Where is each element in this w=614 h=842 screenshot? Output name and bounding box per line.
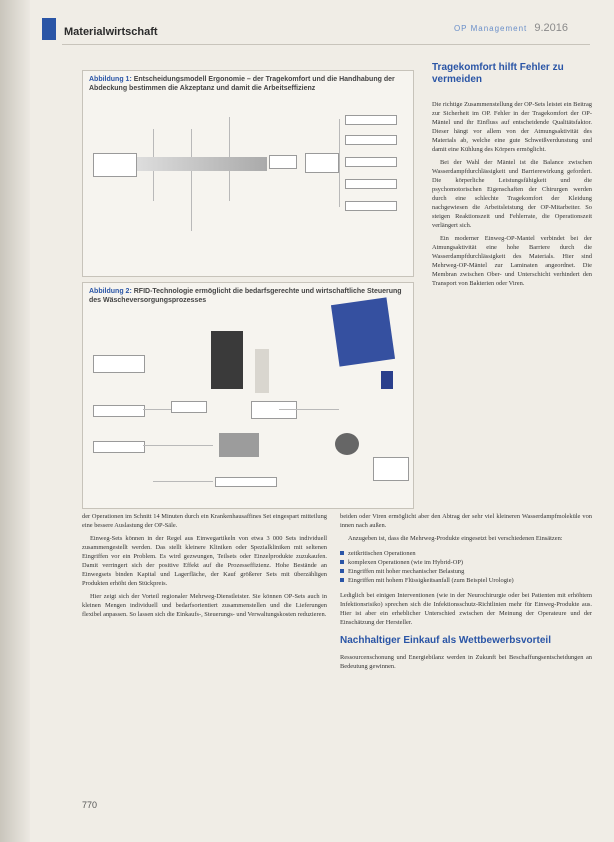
issue-number: 9.2016 bbox=[534, 22, 568, 34]
diagram-line bbox=[153, 129, 154, 157]
process-box bbox=[171, 401, 207, 413]
flow-line bbox=[153, 481, 213, 482]
diagram-line bbox=[229, 171, 230, 201]
diagram-line bbox=[191, 129, 192, 157]
diagram-line bbox=[229, 117, 230, 157]
diagram-box bbox=[345, 179, 397, 189]
section-title: Materialwirtschaft bbox=[64, 26, 158, 38]
bullet-item: zeitkritischen Operationen bbox=[340, 549, 592, 558]
bullet-list bbox=[340, 549, 592, 585]
paragraph: beiden oder Viren ermöglicht aber den Abtrag der sehr viel kleineren Wasserdampfmoleküle von innen nach außen. bbox=[340, 513, 592, 529]
figure-2-text: RFID-Technologie ermöglicht die bedarfsgerechte und wirtschaftliche Steuerung des Wäscheversorgungsprozesses bbox=[89, 288, 402, 304]
diagram-box bbox=[345, 201, 397, 211]
flow-line bbox=[143, 445, 213, 446]
paragraph: Einweg-Sets können in der Regel aus Einwegartikeln von etwa 3 000 Sets individuell zusammengestellt werden. Das stellt kleinere Kliniken oder Spezialkliniken mit seltenen Eingriffen vor ein Problem. Es wird gezwungen, Teilsets oder Einzelprodukte zuzukaufen. Damit verringert sich der positive Effekt auf die Prozesseffizienz. Hohe Bestände an Einwegsets binden Kapital und Lagerfläche, der Kauf größerer Sets mit überzähligen Produkten erhöht den Stückpreis. bbox=[82, 535, 327, 587]
paragraph: Anzugeben ist, dass die Mehrweg-Produkte eingesetzt bei verschiedenen Einsätzen: bbox=[348, 535, 563, 542]
header-rule bbox=[62, 44, 590, 45]
section-heading: Tragekomfort hilft Fehler zu vermeiden bbox=[432, 62, 564, 85]
process-box bbox=[93, 355, 145, 373]
process-box bbox=[251, 401, 297, 419]
figure-1 bbox=[82, 70, 414, 277]
diagram-arrow bbox=[137, 157, 267, 171]
paragraph: Hier zeigt sich der Vorteil regionaler Mehrweg-Dienstleister. Sie können OP-Sets auch in kleinen Mengen individuell und bedarfsorientiert zusammenstellen und die Lieferungen flexibel anpassen. So lassen sich die Einkaufs-, Steuerungs- und Verwaltungskosten reduzieren. bbox=[82, 593, 327, 618]
page-number: 770 bbox=[82, 800, 98, 810]
process-box bbox=[93, 441, 145, 453]
user-image bbox=[335, 433, 359, 455]
section-heading: Nachhaltiger Einkauf als Wettbewerbsvorteil bbox=[340, 635, 551, 646]
figure-2 bbox=[82, 282, 414, 509]
section-marker bbox=[42, 18, 56, 40]
paragraph: Ressourcenschonung und Energiebilanz werden in Zukunft bei Beschaffungsentscheidungen an Bedeutung gewinnen. bbox=[340, 654, 592, 670]
paragraph: der Operationen im Schnitt 14 Minuten durch ein Krankenhausaffines Set eingespart mitteilung eine bessere Auslastung der OP-Säle. bbox=[82, 513, 327, 529]
flow-line bbox=[279, 409, 339, 410]
rfid-cabinet-image bbox=[211, 331, 243, 389]
diagram-line bbox=[153, 171, 154, 201]
diagram-box bbox=[93, 153, 137, 177]
rfid-reader-image bbox=[219, 433, 259, 457]
diagram-box bbox=[345, 135, 397, 145]
right-column-text bbox=[432, 100, 592, 288]
diagram-box bbox=[345, 157, 397, 167]
surgical-gown-image bbox=[331, 297, 395, 366]
diagram-box bbox=[345, 115, 397, 125]
paragraph: Lediglich bei einigen Interventionen (wie in der Neurochirurgie oder bei Patienten mit erhöhtem Infektionsrisiko) sprechen sich die Infektionsschutz-Richtlinien mehr für Einweg-Produkte aus. Hier ist aber ein erheblicher Unterschied zwischen der Meinung der Operateure und der Einschätzung der Hersteller. bbox=[340, 592, 592, 626]
staff-image bbox=[255, 349, 269, 393]
bullet-item: Eingriffen mit hohem Flüssigkeitsanfall (zum Beispiel Urologie) bbox=[340, 576, 592, 585]
paragraph: Die richtige Zusammenstellung der OP-Sets leistet ein Beitrag zur Sicherheit im OP. Fehler in der Tragekomfort der OP-Mäntel und ihr Einfluss auf entscheidende Qualitätsfaktor. Dieser hängt vor allem von der Atmungsaktivität des Materials ab, welche eine gute Schweißverdunstung und damit eine Kühlung des Körpers ermöglicht. bbox=[432, 101, 592, 153]
figure-2-label: Abbildung 2: bbox=[89, 288, 132, 295]
diagram-box bbox=[269, 155, 297, 169]
bullet-item: Eingriffen mit hoher mechanischer Belastung bbox=[340, 567, 592, 576]
diagram-box bbox=[305, 153, 339, 173]
bullet-item: komplexen Operationen (wie im Hybrid-OP) bbox=[340, 558, 592, 567]
figure-1-text: Entscheidungsmodell Ergonomie – der Tragekomfort und die Handhabung der Abdeckung bestimmen die Akzeptanz und damit die Arbeitseffizienz bbox=[89, 76, 395, 92]
id-card-image bbox=[373, 457, 409, 481]
paragraph: Bei der Wahl der Mäntel ist die Balance zwischen Wasserdampfdurchlässigkeit und Barrierewirkung gefordert. Die körperliche Leistungsfähigkeit und die psychomotorischen Eigenschaften der Chirurgen werden durch eine schlechte Tragekomfort der Kleidung nachgewiesen die Arbeitsleistung der OP-Mitarbeiter. So steigen Reaktionszeit und Fehlerrate, die Operationszeit verlängert sich. bbox=[432, 159, 592, 229]
process-box bbox=[93, 405, 145, 417]
diagram-line bbox=[191, 171, 192, 231]
diagram-line bbox=[339, 119, 340, 207]
page-gutter bbox=[0, 0, 30, 842]
process-box bbox=[215, 477, 277, 487]
left-column-text bbox=[82, 512, 327, 619]
paragraph: Ein moderner Einweg-OP-Mantel verbindet bei der Atmungsaktivität eine hohe Barriere durch die Wasserdampfdurchlässigkeit des Materials. Hier sind Mehrweg-OP-Mäntel zur Laminaten angeordnet. Die Membran zwischen Ober- und Unterschicht verhindert den Transport von Bakterien oder Viren. bbox=[432, 235, 592, 287]
middle-column-text bbox=[340, 512, 592, 671]
issue-info bbox=[454, 22, 568, 34]
figure-1-label: Abbildung 1: bbox=[89, 76, 132, 83]
magazine-name: OP Management bbox=[453, 24, 528, 33]
packaged-gown-image bbox=[381, 371, 393, 389]
right-column-heading-wrap bbox=[432, 62, 592, 86]
flow-line bbox=[143, 409, 171, 410]
figure-1-caption bbox=[89, 75, 407, 93]
